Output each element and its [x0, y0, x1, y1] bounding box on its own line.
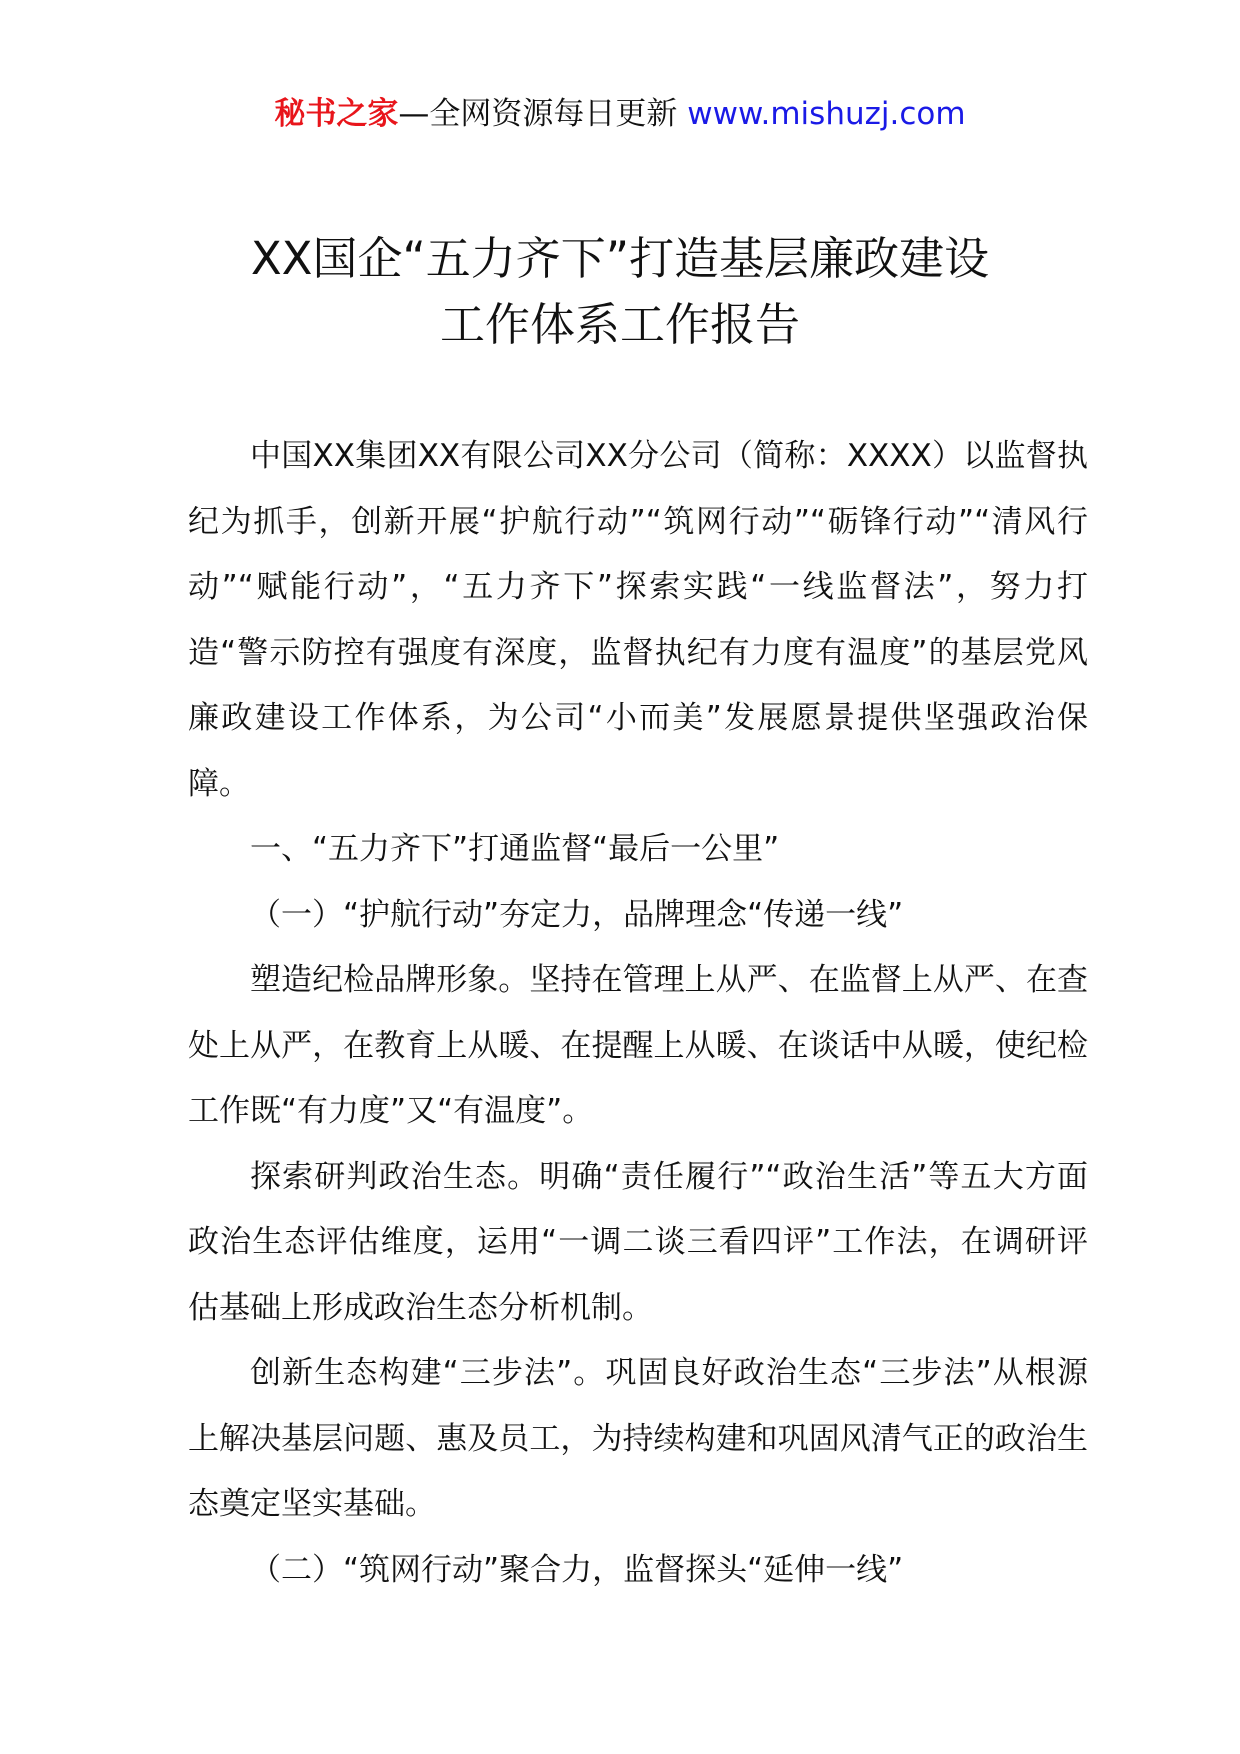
document-body [188, 424, 1088, 1603]
body-paragraph: 塑造纪检品牌形象。坚持在管理上从严、在监督上从严、在查处上从严，在教育上从暖、在提醒上从暖、在谈话中从暖，使纪检工作既“有力度”又“有温度”。 [188, 962, 1088, 1129]
section-heading-1: 一、“五力齐下”打通监督“最后一公里” [250, 831, 780, 867]
site-url-link[interactable]: www.mishuzj.com [687, 96, 966, 132]
body-paragraph: 探索研判政治生态。明确“责任履行”“政治生活”等五大方面政治生态评估维度，运用“一调二谈三看四评”工作法，在调研评估基础上形成政治生态分析机制。 [188, 1158, 1088, 1326]
intro-paragraph: 中国XX集团XX有限公司XX分公司（简称：XXXX）以监督执纪为抓手，创新开展“护航行动”“筑网行动”“砺锋行动”“清风行动”“赋能行动”，“五力齐下”探索实践“一线监督法”，努力打造“警示防控有强度有深度，监督执纪有力度有温度”的基层党风廉政建设工作体系，为公司“小而美”发展愿景提供坚强政治保障。 [188, 438, 1088, 802]
banner-tagline: —全网资源每日更新 [398, 96, 678, 132]
title-line-2: 工作体系工作报告 [439, 298, 800, 351]
document-title [0, 226, 1240, 358]
subsection-heading-1: （一）“护航行动”夯定力，品牌理念“传递一线” [250, 896, 904, 933]
subsection-heading-2: （二）“筑网行动”聚合力，监督探头“延伸一线” [250, 1551, 904, 1588]
brand-name: 秘书之家 [274, 96, 399, 132]
title-line-1: XX国企“五力齐下”打造基层廉政建设 [250, 232, 990, 285]
site-banner [0, 94, 1240, 134]
body-paragraph: 创新生态构建“三步法”。巩固良好政治生态“三步法”从根源上解决基层问题、惠及员工，为持续构建和巩固风清气正的政治生态奠定坚实基础。 [188, 1355, 1088, 1522]
